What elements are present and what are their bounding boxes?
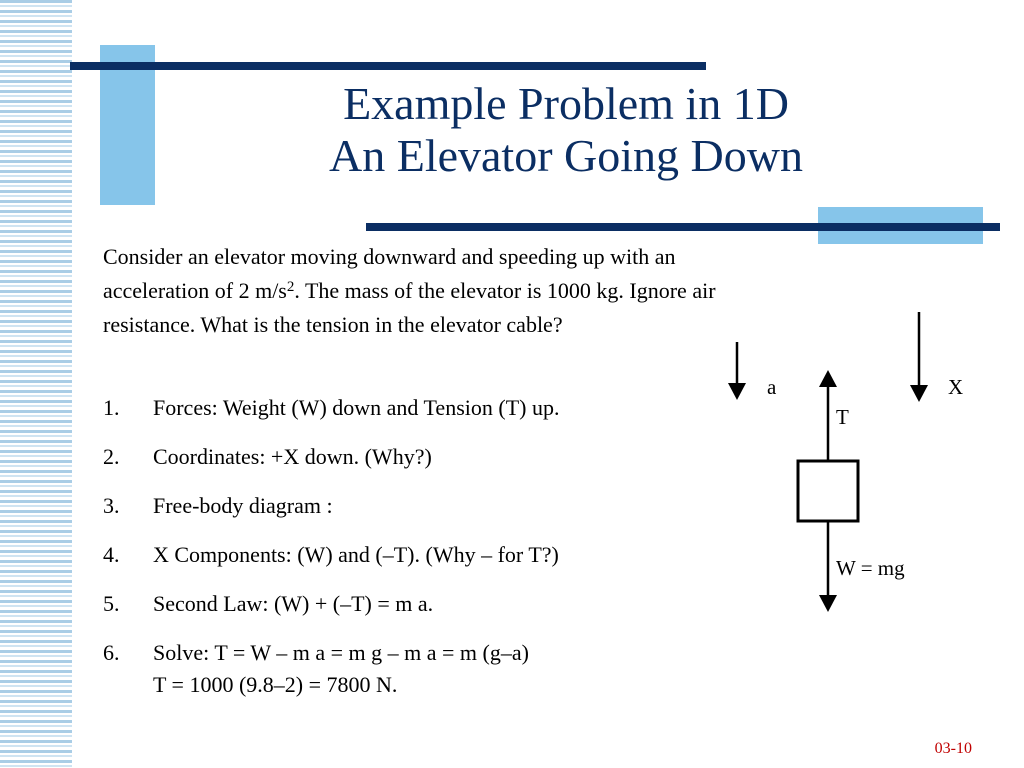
step-number: 2. xyxy=(103,444,120,469)
step-number: 1. xyxy=(103,395,120,420)
step-item xyxy=(103,392,743,424)
step-text: Second Law: (W) + (–T) = m a. xyxy=(153,591,434,616)
slide-title xyxy=(250,78,882,182)
step-text xyxy=(153,637,743,701)
decorative-stripe-band xyxy=(0,0,72,768)
tension-label: T xyxy=(836,405,849,429)
acceleration-label: a xyxy=(767,375,777,399)
decorative-bottom-rule xyxy=(366,223,1000,231)
step-number: 5. xyxy=(103,591,120,616)
axis-label: X xyxy=(948,375,964,399)
step-number: 4. xyxy=(103,542,120,567)
coordinate-axis-arrow xyxy=(910,312,928,402)
step-text: Coordinates: +X down. (Why?) xyxy=(153,444,432,469)
step-item xyxy=(103,441,743,473)
step-text-line-2: T = 1000 (9.8–2) = 7800 N. xyxy=(153,672,398,697)
slide-title-line-1: Example Problem in 1D xyxy=(343,78,789,129)
step-text: X Components: (W) and (–T). (Why – for T?) xyxy=(153,542,559,567)
step-text: Forces: Weight (W) down and Tension (T) up. xyxy=(153,395,560,420)
step-item xyxy=(103,588,743,620)
step-number: 6. xyxy=(103,640,120,665)
decorative-top-rule xyxy=(70,62,706,70)
weight-arrow xyxy=(819,521,837,612)
problem-statement xyxy=(103,240,723,342)
step-text-line-1: Solve: T = W – m a = m g – m a = m (g–a) xyxy=(153,640,529,665)
solution-steps xyxy=(103,392,743,718)
slide-title-line-2: An Elevator Going Down xyxy=(329,130,803,181)
step-item xyxy=(103,490,743,522)
problem-statement-part-2: . The mass of the elevator is 1000 kg. Ignore air resistance. What is the tension in the elevator cable? xyxy=(103,278,716,337)
tension-arrow xyxy=(819,370,837,461)
slide-number: 03-10 xyxy=(934,740,972,757)
step-text: Free-body diagram : xyxy=(153,493,333,518)
elevator-box xyxy=(798,461,858,521)
step-number: 3. xyxy=(103,493,120,518)
step-item xyxy=(103,539,743,571)
weight-label: W = mg xyxy=(836,556,905,580)
step-item xyxy=(103,637,743,701)
problem-statement-part-1: Consider an elevator moving downward and speeding up with an acceleration of 2 m/s xyxy=(103,244,676,303)
exponent: 2 xyxy=(286,279,295,295)
